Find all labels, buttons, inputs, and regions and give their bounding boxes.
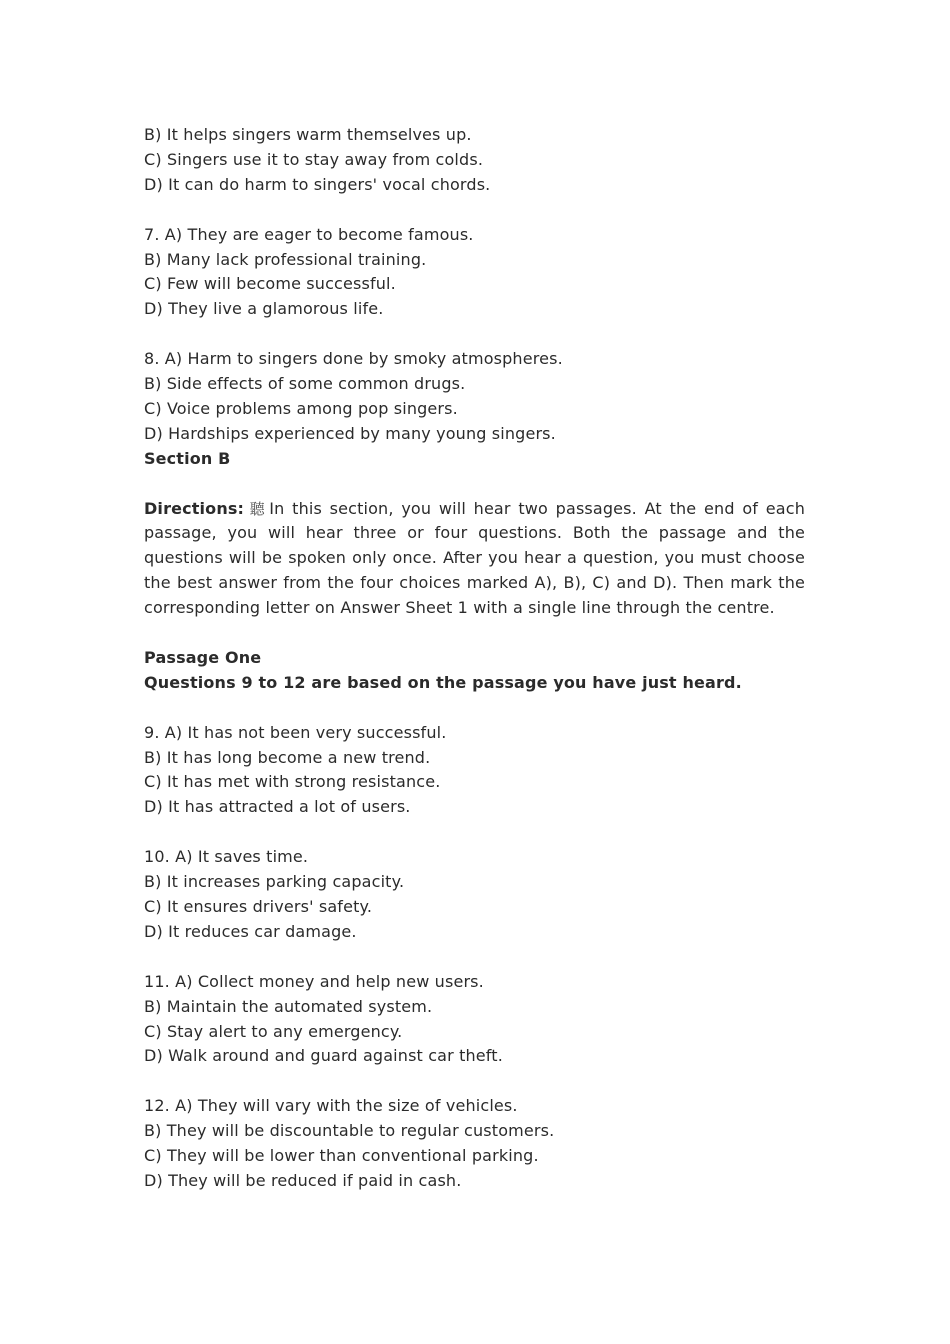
q10-option-c: C) It ensures drivers' safety. xyxy=(144,897,373,916)
question-8 xyxy=(144,347,805,447)
q10-option-b: B) It increases parking capacity. xyxy=(144,872,405,892)
q8-option-c: C) Voice problems among pop singers. xyxy=(144,398,458,418)
q12-option-d: D) They will be reduced if paid in cash. xyxy=(144,1170,462,1190)
question-10 xyxy=(144,845,805,945)
q8-option-a: 8. A) Harm to singers done by smoky atmospheres. xyxy=(144,349,563,369)
q7-option-b: B) Many lack professional training. xyxy=(144,249,427,269)
spacer xyxy=(144,945,805,970)
q12-option-a: 12. A) They will vary with the size of vehicles. xyxy=(144,1096,518,1116)
q11-option-a: 11. A) Collect money and help new users. xyxy=(144,971,484,991)
directions-text: In this section, you will hear two passages. At the end of each passage, you will hear three or four questions. Both the passage and the questions will be spoken only once. After you hear a question, you must choose the best answer from the four choices marked A), B), C) and D). Then mark the corresponding letter on Answer Sheet 1 with a single line through the centre. xyxy=(144,498,805,618)
section-b-title: Section B xyxy=(144,448,231,468)
spacer xyxy=(144,322,805,347)
spacer xyxy=(144,198,805,223)
question-7 xyxy=(144,223,805,323)
q9-option-c: C) It has met with strong resistance. xyxy=(144,772,441,792)
spacer xyxy=(144,1069,805,1094)
q9-option-a: 9. A) It has not been very successful. xyxy=(144,722,447,742)
q12-option-b: B) They will be discountable to regular customers. xyxy=(144,1121,555,1141)
q8-option-d: D) Hardships experienced by many young singers. xyxy=(144,423,556,443)
section-b-directions xyxy=(144,497,805,622)
q10-option-d: D) It reduces car damage. xyxy=(144,921,357,941)
spacer xyxy=(144,621,805,646)
q7-option-a: 7. A) They are eager to become famous. xyxy=(144,224,474,244)
question-9 xyxy=(144,721,805,821)
q12-option-c: C) They will be lower than conventional parking. xyxy=(144,1146,539,1166)
q11-option-b: B) Maintain the automated system. xyxy=(144,996,433,1016)
q6-option-c: C) Singers use it to stay away from colds. xyxy=(144,149,484,169)
spacer xyxy=(144,472,805,497)
spacer xyxy=(144,820,805,845)
q9-option-b: B) It has long become a new trend. xyxy=(144,747,431,767)
q8-option-b: B) Side effects of some common drugs. xyxy=(144,374,466,394)
directions-label: Directions: xyxy=(144,498,245,518)
passage-one-title: Passage One xyxy=(144,647,262,667)
spacer xyxy=(144,696,805,721)
passage-one-subtitle: Questions 9 to 12 are based on the passage you have just heard. xyxy=(144,672,742,692)
listen-icon: 聽 xyxy=(247,499,268,518)
question-12 xyxy=(144,1094,805,1194)
q11-option-c: C) Stay alert to any emergency. xyxy=(144,1021,403,1041)
question-6-options xyxy=(144,123,805,198)
q7-option-d: D) They live a glamorous life. xyxy=(144,299,384,319)
question-11 xyxy=(144,970,805,1070)
q6-option-d: D) It can do harm to singers' vocal chords. xyxy=(144,174,491,194)
q6-option-b: B) It helps singers warm themselves up. xyxy=(144,125,472,144)
exam-page xyxy=(144,123,805,1194)
q10-option-a: 10. A) It saves time. xyxy=(144,847,309,867)
q11-option-d: D) Walk around and guard against car theft. xyxy=(144,1046,503,1066)
q9-option-d: D) It has attracted a lot of users. xyxy=(144,797,411,817)
q7-option-c: C) Few will become successful. xyxy=(144,274,396,294)
